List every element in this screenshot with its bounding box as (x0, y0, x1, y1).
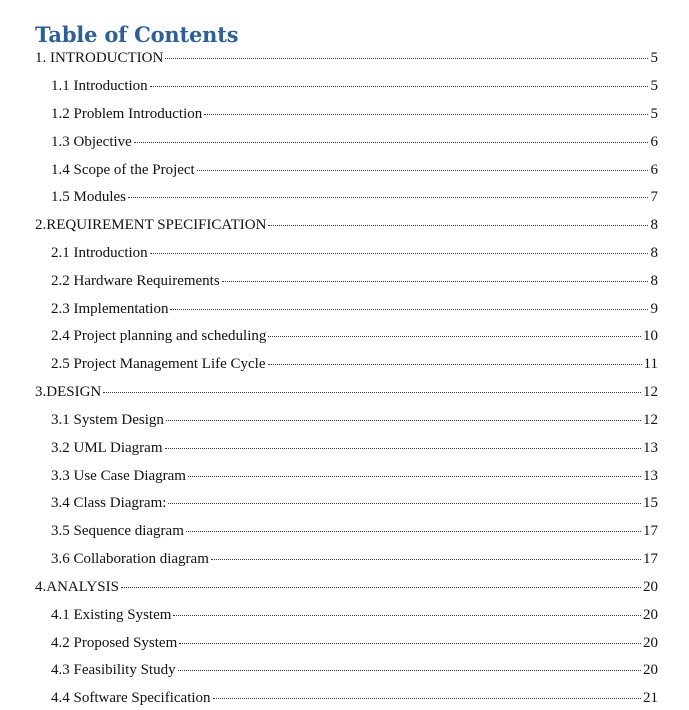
toc-entry-label: 1.1 Introduction (51, 78, 148, 94)
toc-entry-label: 4.ANALYSIS (35, 579, 119, 595)
toc-entry[interactable] (35, 382, 658, 402)
toc-entry-page: 8 (650, 245, 658, 261)
toc-entry-label: 3.6 Collaboration diagram (51, 551, 209, 567)
toc-entry-page: 17 (643, 551, 658, 567)
dot-leader (213, 698, 641, 699)
toc-entry-label: 4.1 Existing System (51, 607, 172, 623)
toc-entry[interactable] (35, 215, 658, 235)
toc-entry[interactable] (51, 688, 658, 708)
toc-entry-label: 1.3 Objective (51, 134, 132, 150)
toc-entry-page: 15 (643, 495, 658, 511)
toc-entry-label: 2.3 Implementation (51, 301, 169, 317)
toc-entry[interactable] (51, 187, 658, 207)
toc-entry-page: 12 (643, 412, 658, 428)
toc-entry-label: 2.4 Project planning and scheduling (51, 328, 267, 344)
toc-entry-label: 2.2 Hardware Requirements (51, 273, 220, 289)
toc-entry[interactable] (51, 605, 658, 625)
toc-entry-page: 21 (643, 690, 658, 706)
toc-entry-page: 20 (643, 662, 658, 678)
toc-entry-page: 10 (643, 328, 658, 344)
dot-leader (168, 503, 641, 504)
dot-leader (166, 420, 641, 421)
toc-entry-label: 1. INTRODUCTION (35, 50, 164, 66)
toc-entry[interactable] (51, 354, 658, 374)
dot-leader (268, 225, 648, 226)
toc-entry-page: 5 (650, 106, 658, 122)
toc-entry-label: 4.4 Software Specification (51, 690, 211, 706)
toc-entry-page: 20 (643, 607, 658, 623)
toc-entry[interactable] (51, 76, 658, 96)
dot-leader (204, 114, 648, 115)
toc-entry-page: 17 (643, 523, 658, 539)
dot-leader (222, 281, 648, 282)
toc-entry-page: 6 (650, 162, 658, 178)
toc-entry-label: 3.5 Sequence diagram (51, 523, 184, 539)
toc-entry[interactable] (51, 549, 658, 569)
toc-entry-label: 4.3 Feasibility Study (51, 662, 176, 678)
dot-leader (150, 86, 648, 87)
toc-entry-page: 8 (650, 273, 658, 289)
toc-entry-label: 2.5 Project Management Life Cycle (51, 356, 266, 372)
toc-entry[interactable] (35, 48, 658, 68)
toc-entry-page: 5 (650, 78, 658, 94)
toc-entry[interactable] (51, 299, 658, 319)
toc-entry[interactable] (51, 660, 658, 680)
dot-leader (179, 643, 641, 644)
dot-leader (165, 58, 648, 59)
toc-entry[interactable] (51, 466, 658, 486)
toc-entry-page: 13 (643, 440, 658, 456)
toc-entry[interactable] (51, 271, 658, 291)
toc-entry-page: 20 (643, 579, 658, 595)
toc-entry[interactable] (51, 326, 658, 346)
dot-leader (128, 197, 648, 198)
toc-entry-label: 1.5 Modules (51, 189, 126, 205)
dot-leader (173, 615, 641, 616)
toc-title: Table of Contents (35, 22, 239, 47)
dot-leader (188, 476, 641, 477)
toc-entry-label: 1.2 Problem Introduction (51, 106, 203, 122)
dot-leader (268, 364, 642, 365)
dot-leader (186, 531, 641, 532)
dot-leader (197, 170, 648, 171)
toc-entry-label: 2.1 Introduction (51, 245, 148, 261)
dot-leader (268, 336, 641, 337)
toc-entry[interactable] (35, 577, 658, 597)
toc-entry-label: 3.2 UML Diagram (51, 440, 163, 456)
toc-entry-page: 13 (643, 468, 658, 484)
toc-entry-label: 3.1 System Design (51, 412, 164, 428)
toc-entry[interactable] (51, 521, 658, 541)
dot-leader (211, 559, 641, 560)
toc-entry-page: 8 (650, 217, 658, 233)
dot-leader (150, 253, 648, 254)
toc-entry-page: 20 (643, 635, 658, 651)
toc-entry[interactable] (51, 243, 658, 263)
dot-leader (103, 392, 641, 393)
toc-entry[interactable] (51, 132, 658, 152)
toc-entry[interactable] (51, 160, 658, 180)
toc-entry-label: 4.2 Proposed System (51, 635, 178, 651)
toc-entry-label: 1.4 Scope of the Project (51, 162, 195, 178)
toc-entry-label: 3.4 Class Diagram: (51, 495, 167, 511)
toc-entry[interactable] (51, 410, 658, 430)
toc-entry-page: 5 (650, 50, 658, 66)
toc-entry[interactable] (51, 104, 658, 124)
toc-entry-page: 11 (643, 356, 658, 372)
dot-leader (121, 587, 641, 588)
dot-leader (178, 670, 641, 671)
dot-leader (170, 309, 648, 310)
toc-entry-page: 12 (643, 384, 658, 400)
toc-entry-label: 2.REQUIREMENT SPECIFICATION (35, 217, 267, 233)
toc-entry[interactable] (51, 438, 658, 458)
dot-leader (134, 142, 648, 143)
toc-entry[interactable] (51, 493, 658, 513)
toc-entry-label: 3.DESIGN (35, 384, 102, 400)
toc-entry-page: 9 (650, 301, 658, 317)
toc-entry-page: 7 (650, 189, 658, 205)
dot-leader (165, 448, 641, 449)
toc-entry[interactable] (51, 633, 658, 653)
toc-entry-label: 3.3 Use Case Diagram (51, 468, 186, 484)
toc-entry-page: 6 (650, 134, 658, 150)
